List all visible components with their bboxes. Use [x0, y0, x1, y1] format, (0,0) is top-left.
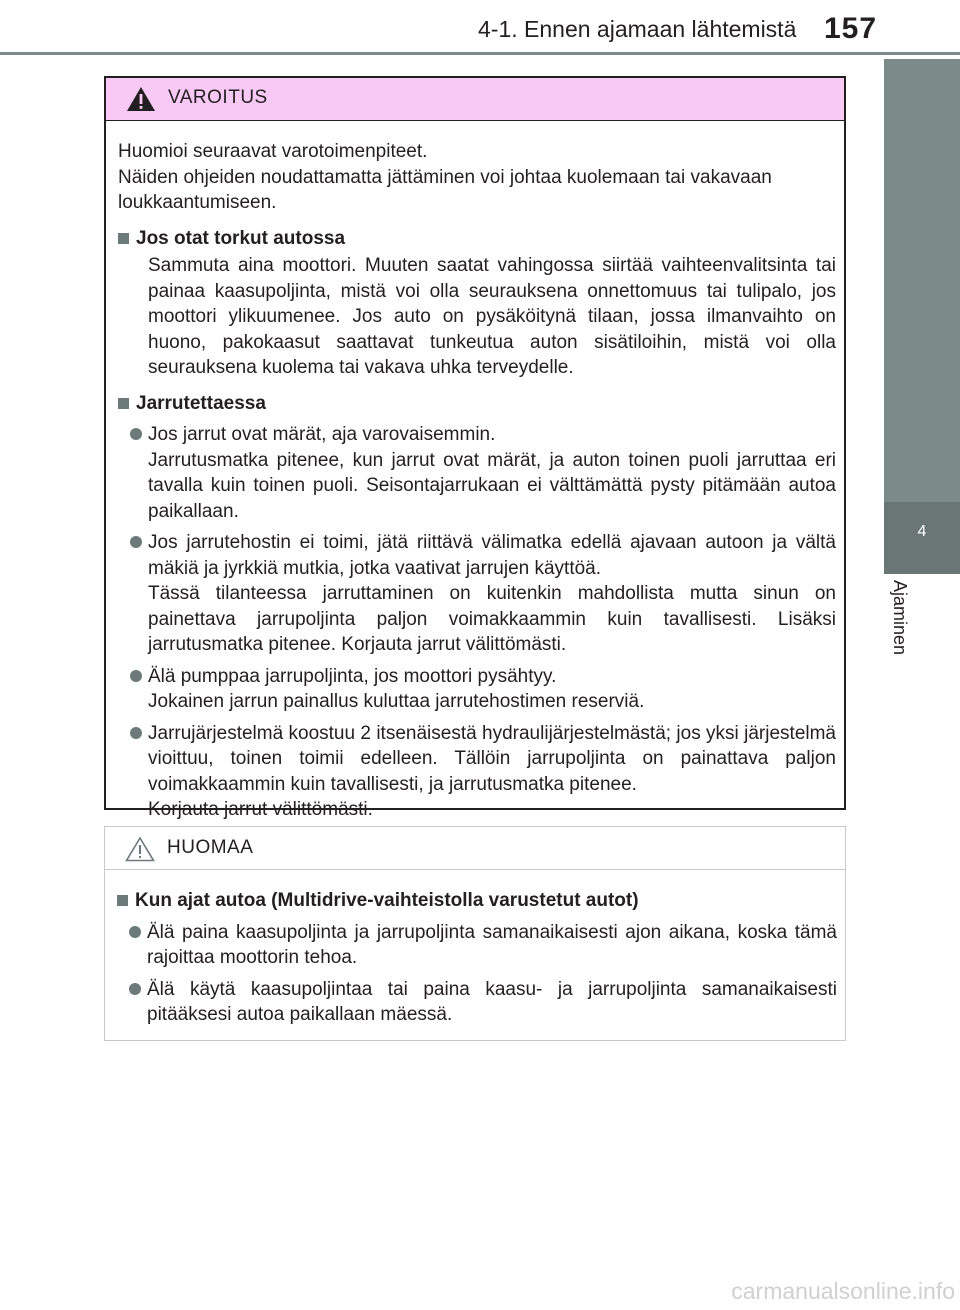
warning-content: [106, 121, 844, 823]
page-number: 157: [824, 12, 878, 45]
list-item: [130, 721, 836, 823]
notice-header: [105, 827, 845, 870]
warning-triangle-icon: [126, 86, 156, 112]
section-heading-braking: [118, 391, 836, 417]
square-bullet-icon: [117, 895, 128, 906]
list-item: [130, 664, 836, 715]
bullet-line: Tässä tilanteessa jarruttaminen on kuitenkin mahdollista mutta sinun on painettava jarrupoljinta paljon voimakkaammin kuin tavallisesti. Lisäksi jarrutusmatka pitenee. Korjauta jarrut välittömästi.: [148, 583, 836, 655]
notice-content: [105, 870, 845, 1028]
section-title: 4-1. Ennen ajamaan lähtemistä: [478, 16, 797, 42]
section-text-sleep: Sammuta aina moottori. Muuten saatat vahingossa siirtää vaihteenvalitsinta tai painaa kaasupoljinta, mistä voi olla seurauksena onnettomuus tai tulipalo, jos moottori ylikuumenee. Jos auto on pysäköitynä tilaan, jossa ilmanvaihto on huono, pakokaasut saattavat tunkeutua auton sisätiloihin, mistä voi olla seurauksena kuolema tai vakava uhka terveydelle.: [148, 255, 836, 378]
section-heading-text: Jarrutettaessa: [136, 392, 266, 414]
warning-box: [104, 76, 846, 820]
warning-header: [106, 78, 844, 121]
warning-title: VAROITUS: [168, 87, 268, 108]
bullet-text: Älä käytä kaasupoljintaa tai paina kaasu- ja jarrupoljinta samanaikaisesti pitääksesi autoa paikallaan mäessä.: [147, 978, 837, 1025]
bullet-line: Jarrutusmatka pitenee, kun jarrut ovat märät, ja auton toinen puoli jarruttaa eri tavalla kuin toinen puoli. Seisontajarrukaan ei välttämättä pysty pitämään autoa paikallaan.: [148, 449, 836, 522]
chapter-label-wrapper: [892, 580, 932, 680]
list-item: [129, 977, 837, 1028]
circle-bullet-icon: [129, 926, 141, 938]
bullet-line: Jarrujärjestelmä koostuu 2 itsenäisestä hydraulijärjestelmästä; jos yksi järjestelmä vioittuu, toinen toimii edelleen. Tällöin jarrupoljinta on painattava paljon voimakkaammin kuin tavallisesti, ja jarrutusmatka pitenee.: [148, 722, 836, 795]
list-item: [130, 422, 836, 524]
warning-intro-line2: Näiden ohjeiden noudattamatta jättäminen voi johtaa kuolemaan tai vakavaan loukkaantumiseen.: [118, 166, 772, 213]
chapter-number: 4: [884, 502, 960, 574]
header-rule: [0, 52, 960, 55]
square-bullet-icon: [118, 233, 129, 244]
notice-title: HUOMAA: [167, 837, 254, 858]
section-heading-multidrive: [117, 888, 837, 914]
section-heading-text: Jos otat torkut autossa: [136, 227, 346, 249]
chapter-label: Ajaminen: [890, 580, 910, 656]
circle-bullet-icon: [130, 727, 142, 739]
bullet-line: Älä pumppaa jarrupoljinta, jos moottori pysähtyy.: [148, 665, 557, 687]
bullet-line: Jos jarrut ovat märät, aja varovaisemmin.: [148, 424, 496, 445]
watermark: carmanualsonline.info: [731, 1278, 955, 1304]
list-item: [129, 920, 837, 971]
bullet-line: Korjauta jarrut välittömästi.: [148, 799, 373, 820]
section-heading-sleep: [118, 226, 836, 252]
warning-intro-line1: Huomioi seuraavat varotoimenpiteet.: [118, 141, 428, 162]
list-item: [130, 530, 836, 658]
bullet-text: Älä paina kaasupoljinta ja jarrupoljinta samanaikaisesti ajon aikana, koska tämä rajoittaa moottorin tehoa.: [147, 921, 837, 968]
circle-bullet-icon: [129, 983, 141, 995]
caution-triangle-icon: [125, 836, 155, 862]
square-bullet-icon: [118, 398, 129, 409]
circle-bullet-icon: [130, 536, 142, 548]
warning-intro: [118, 139, 836, 216]
section-heading-text: Kun ajat autoa (Multidrive-vaihteistolla varustetut autot): [135, 890, 639, 911]
bullet-line: Jos jarrutehostin ei toimi, jätä riittävä välimatka edellä ajavaan autoon ja vältä mäkiä ja jyrkkiä mutkia, jotka vaativat jarrujen käyttöä.: [148, 532, 836, 579]
notice-box: [104, 826, 846, 1041]
bullet-line: Jokainen jarrun painallus kuluttaa jarrutehostimen reserviä.: [148, 691, 645, 712]
side-tab: [884, 59, 960, 502]
circle-bullet-icon: [130, 428, 142, 440]
circle-bullet-icon: [130, 670, 142, 682]
